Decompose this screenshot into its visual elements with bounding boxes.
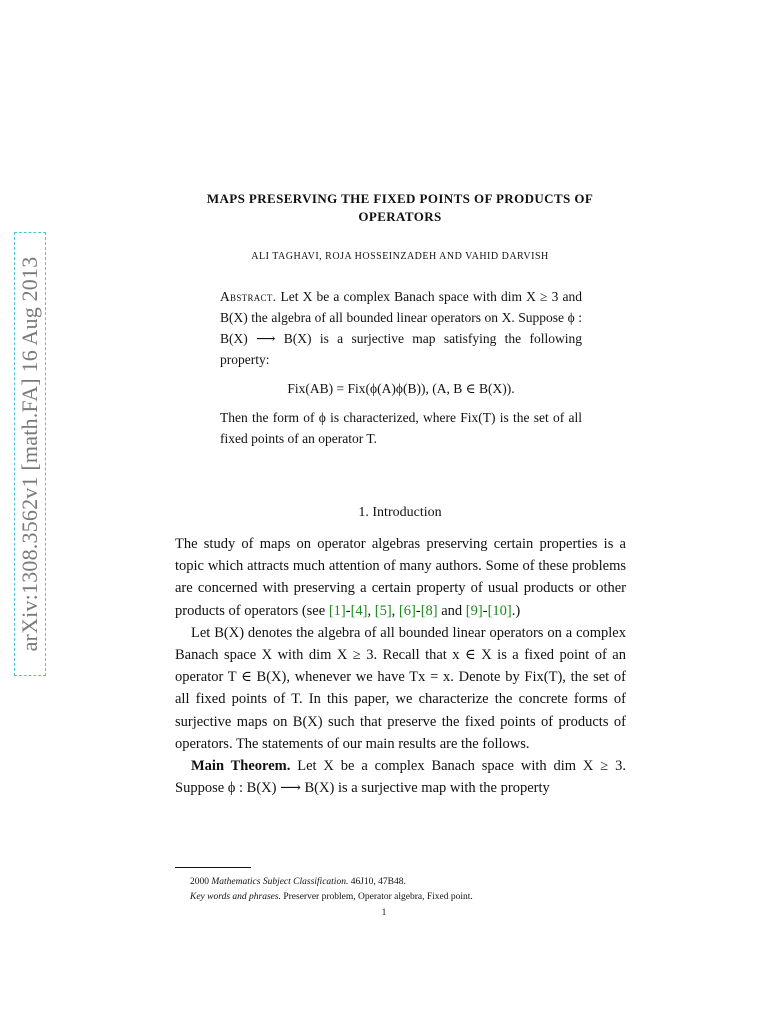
abstract	[220, 286, 582, 449]
citation-sep: -	[415, 602, 421, 619]
abstract-text-1: Let X be a complex Banach space with dim X ≥ 3 and B(X) the algebra of all bounded linear operators on X. Suppose ϕ : B(X) ⟶ B(X) is a surjective map satisfying the following property:	[220, 289, 582, 367]
citation-link-5[interactable]: [5]	[374, 602, 392, 619]
paper-authors: ALI TAGHAVI, ROJA HOSSEINZADEH AND VAHID DARVISH	[251, 251, 549, 262]
citation-sep: -	[482, 602, 488, 619]
footnote-keywords-text: Preserver problem, Operator algebra, Fixed point.	[280, 892, 473, 902]
title-line-2: OPERATORS	[358, 209, 442, 224]
citation-link-1[interactable]: [1]	[328, 602, 346, 619]
main-theorem-text: Let X be a complex Banach space with dim X ≥ 3. Suppose ϕ : B(X) ⟶ B(X) is a surjective map with the property	[175, 758, 626, 797]
title-line-1: MAPS PRESERVING THE FIXED POINTS OF PRODUCTS OF	[206, 191, 594, 206]
intro-paragraph-1	[175, 533, 626, 622]
citation-sep: -	[345, 602, 351, 619]
section-heading-introduction: 1. Introduction	[358, 505, 442, 520]
intro-p1-end: .)	[511, 602, 521, 619]
abstract-paragraph-1	[220, 286, 582, 370]
citation-sep: and	[437, 602, 466, 619]
main-theorem-label: Main Theorem.	[191, 758, 291, 775]
arxiv-stamp-text: arXiv:1308.3562v1 [math.FA] 16 Aug 2013	[17, 256, 42, 652]
citation-link-10[interactable]: [10]	[487, 602, 512, 619]
citation-sep: ,	[391, 602, 399, 619]
abstract-text-2: Then the form of ϕ is characterized, where Fix(T) is the set of all fixed points of an operator T.	[220, 410, 582, 446]
intro-paragraph-2: Let B(X) denotes the algebra of all bounded linear operators on a complex Banach space X with dim X ≥ 3. Recall that x ∈ X is a fixed point of an operator T ∈ B(X), whenever we have Tx = x. Denote by Fix(T), the set of all fixed points of T. In this paper, we characterize the concrete forms of surjective maps on B(X) such that preserve the fixed points of products of operators. The statements of our main results are the follows.	[175, 624, 626, 752]
footnote-classification-label: Mathematics Subject Classification.	[211, 877, 349, 887]
footnote-rule	[175, 867, 251, 868]
footnote-classification	[190, 876, 406, 889]
page-number: 1	[381, 907, 387, 917]
citation-sep: ,	[367, 602, 375, 619]
paper-title	[150, 190, 650, 226]
abstract-label: Abstract.	[220, 289, 277, 304]
footnote-keywords	[190, 891, 473, 904]
intro-paragraph-3	[175, 755, 626, 799]
citation-link-4[interactable]: [4]	[350, 602, 368, 619]
intro-p1-text: The study of maps on operator algebras preserving certain properties is a topic which attracts much attention of many authors. Some of these problems are concerned with preserving a certain property of usual products or other products of operators (see	[175, 536, 626, 619]
citation-link-6[interactable]: [6]	[398, 602, 416, 619]
footnote-classification-codes: 46J10, 47B48.	[348, 877, 406, 887]
footnote-year: 2000	[190, 877, 212, 887]
abstract-equation: Fix(AB) = Fix(ϕ(A)ϕ(B)), (A, B ∈ B(X)).	[287, 381, 515, 396]
introduction-body	[175, 533, 626, 799]
citation-link-9[interactable]: [9]	[465, 602, 483, 619]
citation-link-8[interactable]: [8]	[420, 602, 438, 619]
arxiv-stamp[interactable]	[14, 232, 46, 676]
footnote-keywords-label: Key words and phrases.	[190, 892, 281, 902]
